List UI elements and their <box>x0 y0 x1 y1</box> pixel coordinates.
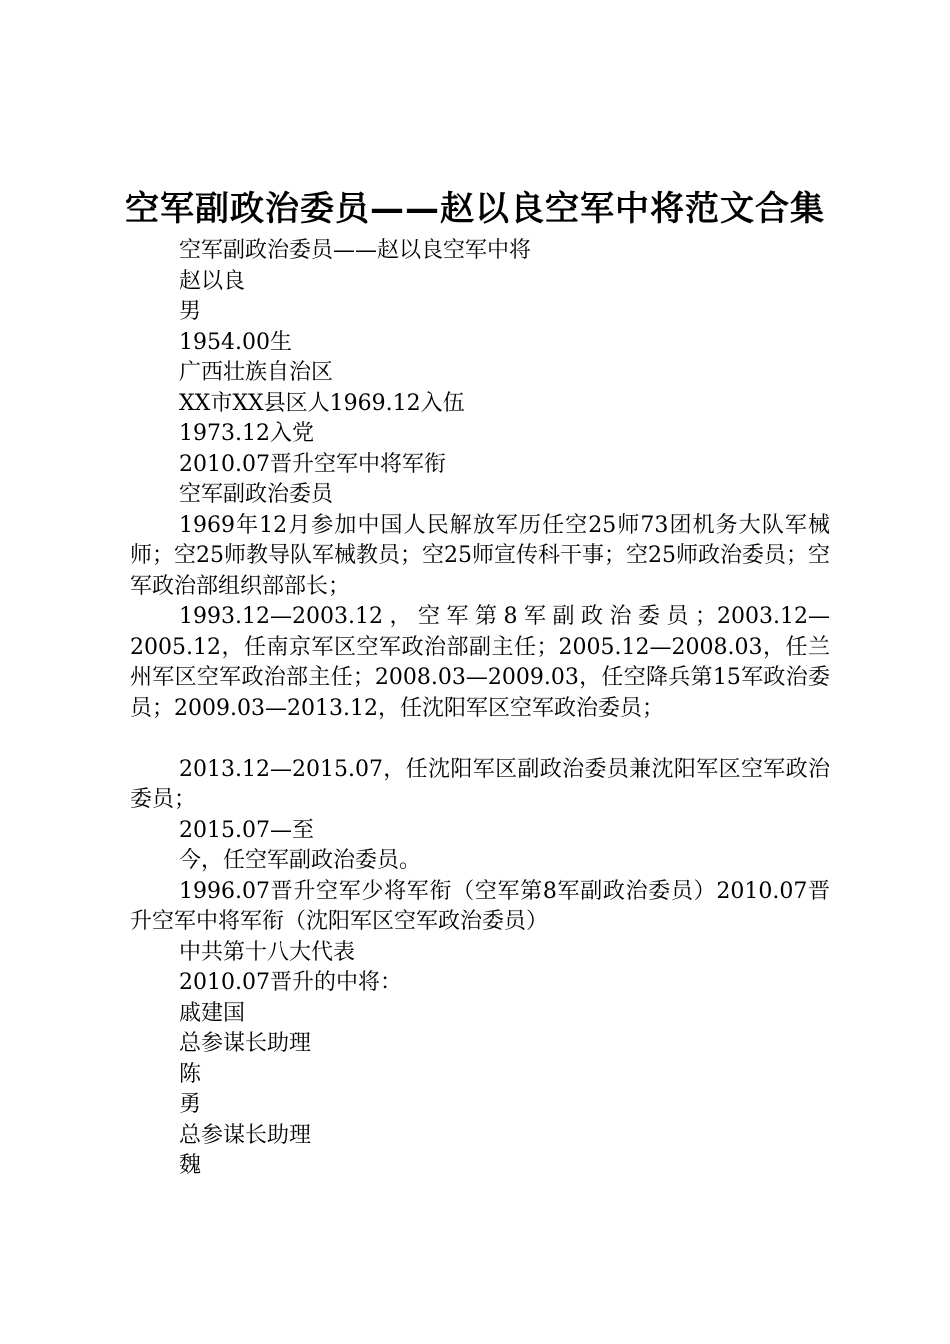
text-line: XX市XX县区人1969.12入伍 <box>179 390 465 416</box>
blank-line <box>130 724 830 755</box>
text-line: 广西壮族自治区 <box>179 360 334 385</box>
rank-paragraph: 1996.07晋升空军少将军衔（空军第8军副政治委员）2010.07晋升空军中将军衔（沈阳军区空军政治委员） <box>130 878 830 934</box>
text-line: 总参谋长助理 <box>179 1122 312 1148</box>
document-body <box>130 236 830 1182</box>
text-line: 空军副政治委员——赵以良空军中将 <box>179 238 532 263</box>
text-line: 总参谋长助理 <box>179 1031 312 1056</box>
text-line: 1954.00生 <box>179 329 292 355</box>
text-line: 陈 <box>179 1061 202 1087</box>
text-line: 中共第十八大代表 <box>179 939 356 965</box>
text-line: 空军副政治委员 <box>179 482 334 507</box>
text-line: 男 <box>179 299 202 324</box>
text-line: 1973.12入党 <box>179 421 314 446</box>
text-line: 2010.07晋升空军中将军衔 <box>179 451 446 477</box>
text-line: 今，任空军副政治委员。 <box>179 848 422 873</box>
text-line: 魏 <box>179 1153 202 1178</box>
text-line: 戚建国 <box>179 1000 246 1026</box>
text-line: 勇 <box>179 1092 202 1117</box>
career-paragraph-1993: 1993.12—2003.12，空军第8军副政治委员；2003.12—2005.12，任南京军区空军政治部副主任；2005.12—2008.03，任兰州军区空军政治部主任；2008.03—2009.03，任空降兵第15军政治委员；2009.03—2013.12，任沈阳军区空军政治委员； <box>130 604 830 721</box>
text-line: 赵以良 <box>179 268 246 294</box>
career-paragraph-2013: 2013.12—2015.07，任沈阳军区副政治委员兼沈阳军区空军政治委员； <box>130 756 830 812</box>
document-title: 空军副政治委员——赵以良空军中将范文合集 <box>125 189 825 229</box>
career-paragraph-1969: 1969年12月参加中国人民解放军历任空25师73团机务大队军械师；空25师教导队军械教员；空25师宣传科干事；空25师政治委员；空军政治部组织部部长； <box>130 512 830 599</box>
text-line: 2010.07晋升的中将： <box>179 970 402 995</box>
text-line: 2015.07—至 <box>179 817 314 843</box>
